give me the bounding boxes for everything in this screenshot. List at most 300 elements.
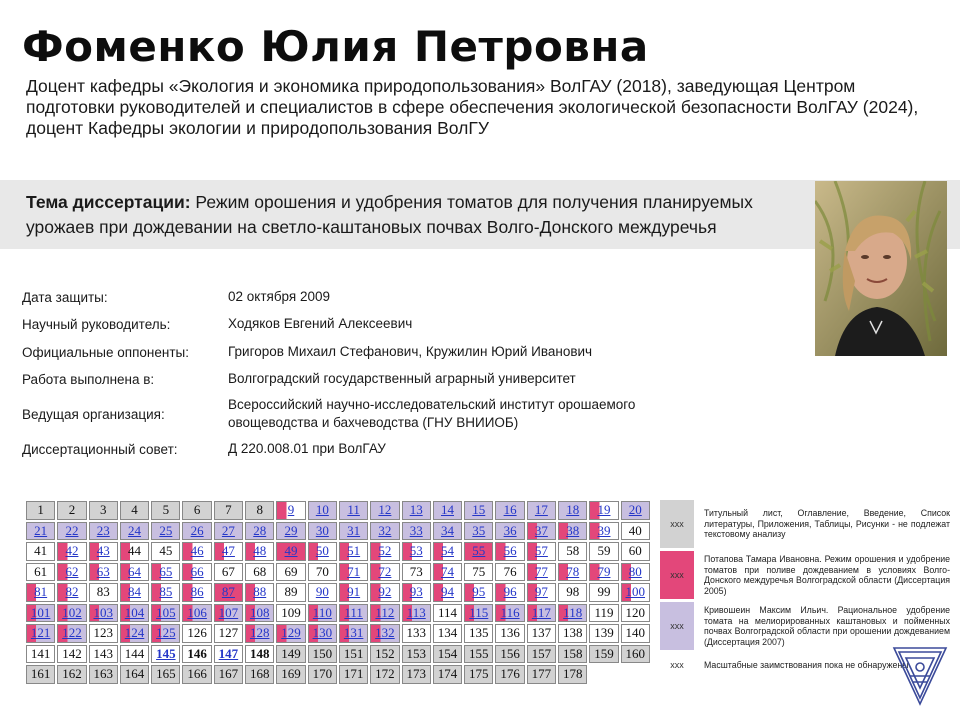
page-number: 120 (625, 604, 646, 620)
page-number[interactable]: 95 (472, 584, 486, 600)
page-cell[interactable] (182, 563, 211, 582)
page-cell[interactable] (621, 583, 650, 602)
page-number[interactable]: 27 (221, 522, 235, 538)
page-cell[interactable] (308, 583, 337, 602)
page-number[interactable]: 87 (221, 584, 235, 600)
page-cell[interactable] (558, 604, 587, 623)
page-cell (558, 665, 587, 684)
page-number[interactable]: 105 (156, 604, 176, 620)
page-cell[interactable] (89, 563, 118, 582)
page-cell[interactable] (558, 522, 587, 541)
page-cell (120, 501, 149, 520)
page-cell (276, 604, 305, 623)
page-cell[interactable] (339, 604, 368, 623)
page-number: 167 (218, 666, 239, 682)
meta-key: Официальные оппоненты: (22, 344, 189, 360)
topic-text: Режим орошения и удобрения томатов для получения планируемых урожаев при дождевании на светло-каштановых почвах Волго-Донского междуречья (26, 192, 753, 237)
meta-key: Научный руководитель: (22, 316, 171, 332)
page-number[interactable]: 29 (284, 522, 298, 538)
page-cell[interactable] (339, 563, 368, 582)
page-number[interactable]: 66 (190, 563, 204, 579)
page-number[interactable]: 128 (249, 625, 270, 641)
page-cell (495, 563, 524, 582)
page-cell (495, 624, 524, 643)
page-number[interactable]: 91 (347, 584, 361, 600)
page-cell[interactable] (464, 501, 493, 520)
page-cell[interactable] (245, 542, 274, 561)
page-cell (182, 624, 211, 643)
page-cell[interactable] (370, 563, 399, 582)
page-number[interactable]: 106 (187, 604, 207, 620)
page-number[interactable]: 20 (628, 502, 642, 518)
page-number: 172 (375, 666, 395, 682)
meta-value: Всероссийский научно-исследовательский институт орошаемого овощеводства и бахчеводства (ГНУ ВНИИОБ) (228, 397, 636, 430)
page-number[interactable]: 121 (30, 625, 51, 641)
page-number: 5 (162, 502, 170, 518)
page-cell[interactable] (214, 583, 243, 602)
page-number[interactable]: 26 (190, 522, 204, 538)
page-number: 126 (187, 625, 207, 641)
page-number[interactable]: 77 (534, 563, 548, 579)
page-cell[interactable] (433, 542, 462, 561)
page-number[interactable]: 96 (503, 584, 517, 600)
page-cell[interactable] (527, 563, 556, 582)
page-cell[interactable] (276, 624, 305, 643)
portrait-photo (815, 181, 947, 356)
page-cell (464, 563, 493, 582)
page-number[interactable]: 90 (315, 584, 329, 600)
page-cell (120, 542, 149, 561)
page-number[interactable]: 71 (347, 563, 361, 579)
page-number[interactable]: 65 (159, 563, 173, 579)
page-number[interactable]: 57 (534, 543, 548, 559)
page-number[interactable]: 111 (344, 604, 363, 620)
page-cell (245, 563, 274, 582)
page-cell[interactable] (495, 522, 524, 541)
page-number[interactable]: 115 (469, 604, 489, 620)
page-number[interactable]: 30 (315, 522, 329, 538)
page-number[interactable]: 74 (441, 563, 454, 579)
page-number: 75 (472, 563, 486, 579)
page-cell[interactable] (57, 583, 86, 602)
page-number[interactable]: 112 (375, 604, 395, 620)
page-cell[interactable] (589, 563, 618, 582)
page-number[interactable]: 43 (96, 543, 110, 559)
page-cell[interactable] (308, 522, 337, 541)
page-number[interactable]: 93 (409, 584, 423, 600)
page-cell[interactable] (433, 563, 462, 582)
page-cell[interactable] (339, 542, 368, 561)
page-cell[interactable] (151, 604, 180, 623)
page-number[interactable]: 13 (409, 502, 423, 518)
page-number[interactable]: 122 (62, 625, 82, 641)
page-cell (621, 522, 650, 541)
page-number[interactable]: 100 (625, 584, 646, 600)
page-number[interactable]: 63 (96, 563, 110, 579)
page-number: 136 (500, 625, 520, 641)
page-cell[interactable] (182, 604, 211, 623)
page-number[interactable]: 46 (190, 543, 204, 559)
page-cell[interactable] (214, 542, 243, 561)
page-number[interactable]: 22 (65, 522, 79, 538)
page-number[interactable]: 24 (128, 522, 142, 538)
legend-swatch: xxx (660, 653, 694, 677)
page-cell[interactable] (339, 501, 368, 520)
dissertation-topic (26, 190, 816, 240)
page-cell[interactable] (151, 583, 180, 602)
page-number[interactable]: 14 (441, 502, 454, 518)
page-number[interactable]: 34 (441, 522, 454, 538)
page-cell[interactable] (57, 542, 86, 561)
page-cell[interactable] (464, 604, 493, 623)
page-number[interactable]: 18 (566, 502, 580, 518)
meta-value: 02 октября 2009 (228, 289, 331, 304)
page-cell[interactable] (245, 522, 274, 541)
page-number[interactable]: 38 (566, 522, 580, 538)
page-cell (621, 542, 650, 561)
page-cell[interactable] (370, 624, 399, 643)
page-number: 44 (128, 543, 142, 559)
meta-row (22, 366, 722, 392)
page-number[interactable]: 104 (124, 604, 145, 620)
page-number: 153 (406, 645, 426, 661)
page-cell (621, 645, 650, 664)
page-cell[interactable] (57, 563, 86, 582)
meta-row (22, 284, 722, 310)
page-cell[interactable] (621, 563, 650, 582)
page-number[interactable]: 72 (378, 563, 392, 579)
page-number[interactable]: 94 (441, 584, 454, 600)
page-cell (276, 583, 305, 602)
page-cell[interactable] (402, 522, 431, 541)
meta-key: Работа выполнена в: (22, 371, 155, 387)
page-cell[interactable] (151, 522, 180, 541)
page-number[interactable]: 37 (534, 522, 548, 538)
page-cell[interactable] (26, 624, 55, 643)
page-cell[interactable] (182, 542, 211, 561)
page-number[interactable]: 32 (378, 522, 392, 538)
page-cell[interactable] (120, 624, 149, 643)
page-cell (402, 645, 431, 664)
page-cell[interactable] (26, 583, 55, 602)
page-cell[interactable] (527, 542, 556, 561)
page-cell[interactable] (495, 604, 524, 623)
page-number[interactable]: 19 (597, 502, 611, 518)
page-cell (589, 542, 618, 561)
page-cell[interactable] (621, 501, 650, 520)
legend-item (660, 500, 950, 548)
page-number[interactable]: 35 (472, 522, 486, 538)
page-cell[interactable] (182, 583, 211, 602)
page-cell[interactable] (464, 542, 493, 561)
page-cell (214, 563, 243, 582)
page-cell (464, 665, 493, 684)
page-cell[interactable] (151, 624, 180, 643)
page-number[interactable]: 132 (375, 625, 395, 641)
page-number: 178 (562, 666, 583, 682)
page-number[interactable]: 79 (597, 563, 611, 579)
page-number: 155 (469, 645, 489, 661)
page-number[interactable]: 130 (312, 625, 333, 641)
page-cell (26, 542, 55, 561)
page-number: 83 (96, 584, 110, 600)
page-cell[interactable] (402, 583, 431, 602)
page-number[interactable]: 28 (253, 522, 267, 538)
page-number[interactable]: 48 (253, 543, 267, 559)
page-cell[interactable] (495, 583, 524, 602)
page-cell[interactable] (308, 604, 337, 623)
page-cell[interactable] (402, 604, 431, 623)
page-cell[interactable] (527, 501, 556, 520)
page-cell (151, 542, 180, 561)
page-cell (402, 624, 431, 643)
page-number[interactable]: 33 (409, 522, 423, 538)
page-cell (370, 645, 399, 664)
page-cell[interactable] (308, 501, 337, 520)
page-number[interactable]: 50 (315, 543, 329, 559)
page-number[interactable]: 80 (628, 563, 642, 579)
page-number[interactable]: 107 (218, 604, 239, 620)
page-cell[interactable] (151, 563, 180, 582)
page-cell (57, 665, 86, 684)
page-cell[interactable] (308, 542, 337, 561)
page-number: 146 (187, 645, 207, 661)
page-cell (339, 645, 368, 664)
page-number: 143 (93, 645, 113, 661)
page-cell[interactable] (120, 522, 149, 541)
page-number: 149 (281, 645, 301, 661)
topic-label: Тема диссертации: (26, 192, 191, 212)
page-cell (558, 583, 587, 602)
page-cell (589, 645, 618, 664)
page-cell[interactable] (433, 583, 462, 602)
page-number[interactable]: 64 (128, 563, 142, 579)
meta-value: Волгоградский государственный аграрный университет (228, 371, 576, 386)
page-cell[interactable] (245, 604, 274, 623)
page-cell[interactable] (370, 583, 399, 602)
page-cell[interactable] (89, 542, 118, 561)
page-number[interactable]: 92 (378, 584, 392, 600)
page-number[interactable]: 39 (597, 522, 611, 538)
page-number[interactable]: 55 (472, 543, 486, 559)
page-number[interactable]: 16 (503, 502, 517, 518)
page-number: 160 (625, 645, 646, 661)
page-number[interactable]: 15 (472, 502, 486, 518)
page-cell[interactable] (308, 624, 337, 643)
page-number[interactable]: 21 (34, 522, 48, 538)
page-number[interactable]: 62 (65, 563, 79, 579)
page-cell[interactable] (57, 522, 86, 541)
page-cell[interactable] (120, 604, 149, 623)
page-number[interactable]: 145 (156, 645, 176, 661)
page-cell[interactable] (276, 522, 305, 541)
page-number[interactable]: 25 (159, 522, 173, 538)
page-number[interactable]: 56 (503, 543, 517, 559)
page-cell[interactable] (57, 624, 86, 643)
meta-row (22, 394, 722, 434)
page-number[interactable]: 82 (65, 584, 79, 600)
page-cell[interactable] (495, 501, 524, 520)
page-number: 69 (284, 563, 298, 579)
page-number: 45 (159, 543, 173, 559)
page-cell (26, 645, 55, 664)
page-cell (589, 604, 618, 623)
page-cell[interactable] (589, 501, 618, 520)
page-number[interactable]: 101 (30, 604, 51, 620)
page-number[interactable]: 97 (534, 584, 548, 600)
page-number: 68 (253, 563, 267, 579)
page-number: 157 (531, 645, 552, 661)
page-cell[interactable] (527, 522, 556, 541)
page-number: 144 (124, 645, 145, 661)
page-number[interactable]: 85 (159, 584, 173, 600)
page-cell[interactable] (214, 522, 243, 541)
page-number[interactable]: 9 (287, 502, 295, 518)
page-number: 3 (99, 502, 107, 518)
page-number[interactable]: 49 (284, 543, 298, 559)
page-cell[interactable] (589, 522, 618, 541)
page-cell (402, 665, 431, 684)
page-number[interactable]: 131 (343, 625, 364, 641)
page-number[interactable]: 124 (124, 625, 145, 641)
page-number[interactable]: 51 (347, 543, 361, 559)
page-number[interactable]: 110 (312, 604, 332, 620)
page-number[interactable]: 125 (156, 625, 176, 641)
page-cell[interactable] (339, 522, 368, 541)
page-number[interactable]: 102 (62, 604, 82, 620)
page-number: 156 (500, 645, 520, 661)
page-number[interactable]: 23 (96, 522, 110, 538)
page-number: 89 (284, 584, 298, 600)
legend-text: Масштабные заимствования пока не обнаружены (704, 659, 909, 670)
page-number: 164 (124, 666, 145, 682)
page-cell[interactable] (245, 624, 274, 643)
page-cell (245, 665, 274, 684)
page-number: 1 (37, 502, 44, 518)
page-number[interactable]: 78 (566, 563, 580, 579)
page-cell[interactable] (120, 563, 149, 582)
page-number: 175 (469, 666, 489, 682)
page-number: 41 (34, 543, 48, 559)
page-cell[interactable] (182, 522, 211, 541)
page-number: 169 (281, 666, 301, 682)
dissernet-stamp-icon (888, 638, 952, 710)
page-number[interactable]: 11 (347, 502, 360, 518)
page-number[interactable]: 47 (221, 543, 235, 559)
page-number[interactable]: 54 (441, 543, 454, 559)
page-cell[interactable] (464, 583, 493, 602)
page-number: 135 (469, 625, 489, 641)
page-number[interactable]: 17 (534, 502, 548, 518)
page-cell[interactable] (26, 604, 55, 623)
page-number[interactable]: 36 (503, 522, 517, 538)
page-number[interactable]: 117 (531, 604, 551, 620)
page-number[interactable]: 31 (347, 522, 361, 538)
page-cell[interactable] (370, 501, 399, 520)
page-cell (120, 645, 149, 664)
page-cell (558, 645, 587, 664)
page-number[interactable]: 116 (500, 604, 520, 620)
page-number: 168 (249, 666, 270, 682)
page-cell[interactable] (214, 645, 243, 664)
page-number[interactable]: 113 (406, 604, 426, 620)
meta-value: Д 220.008.01 при ВолГАУ (228, 441, 386, 456)
page-cell[interactable] (558, 563, 587, 582)
page-number[interactable]: 84 (128, 584, 142, 600)
page-number: 6 (193, 502, 201, 518)
page-cell[interactable] (558, 501, 587, 520)
page-cell[interactable] (464, 522, 493, 541)
page-number: 2 (68, 502, 76, 518)
page-number: 165 (156, 666, 176, 682)
page-cell[interactable] (245, 583, 274, 602)
page-cell[interactable] (151, 645, 180, 664)
page-number: 70 (315, 563, 329, 579)
page-cell[interactable] (495, 542, 524, 561)
legend-text: Титульный лист, Оглавление, Введение, Список литературы, Приложения, Таблицы, Рисунки - не подлежат текстовому анализу (704, 508, 950, 540)
page-number: 61 (34, 563, 48, 579)
page-cell[interactable] (339, 624, 368, 643)
page-number: 150 (312, 645, 333, 661)
page-number[interactable]: 81 (34, 584, 48, 600)
page-cell[interactable] (89, 604, 118, 623)
page-number[interactable]: 42 (65, 543, 79, 559)
page-number: 176 (500, 666, 520, 682)
page-cell (402, 563, 431, 582)
page-number: 173 (406, 666, 426, 682)
page-cell[interactable] (276, 501, 305, 520)
page-cell[interactable] (370, 604, 399, 623)
page-cell[interactable] (527, 583, 556, 602)
page-number[interactable]: 86 (190, 584, 204, 600)
page-cell[interactable] (433, 501, 462, 520)
page-cell[interactable] (214, 604, 243, 623)
page-number[interactable]: 103 (93, 604, 113, 620)
page-number[interactable]: 12 (378, 502, 392, 518)
page-number: 158 (562, 645, 583, 661)
page-cell (245, 501, 274, 520)
page-number: 137 (531, 625, 552, 641)
page-cell[interactable] (339, 583, 368, 602)
page-cell[interactable] (370, 542, 399, 561)
page-number[interactable]: 53 (409, 543, 423, 559)
page-cell[interactable] (370, 522, 399, 541)
page-cell (621, 604, 650, 623)
page-number[interactable]: 129 (281, 625, 301, 641)
page-cell[interactable] (276, 542, 305, 561)
page-cell[interactable] (120, 583, 149, 602)
page-cell[interactable] (402, 542, 431, 561)
page-number: 134 (437, 625, 458, 641)
page-cell[interactable] (89, 522, 118, 541)
page-number: 60 (628, 543, 642, 559)
page-number[interactable]: 118 (563, 604, 583, 620)
page-number[interactable]: 108 (249, 604, 270, 620)
page-number[interactable]: 10 (315, 502, 329, 518)
page-cell (495, 665, 524, 684)
page-cell[interactable] (26, 522, 55, 541)
page-cell[interactable] (433, 522, 462, 541)
page-cell[interactable] (57, 604, 86, 623)
page-cell[interactable] (402, 501, 431, 520)
page-cell (589, 624, 618, 643)
page-number[interactable]: 147 (218, 645, 239, 661)
page-number[interactable]: 88 (253, 584, 267, 600)
page-number: 73 (409, 563, 423, 579)
page-number: 151 (343, 645, 364, 661)
page-cell[interactable] (527, 604, 556, 623)
page-number[interactable]: 52 (378, 543, 392, 559)
